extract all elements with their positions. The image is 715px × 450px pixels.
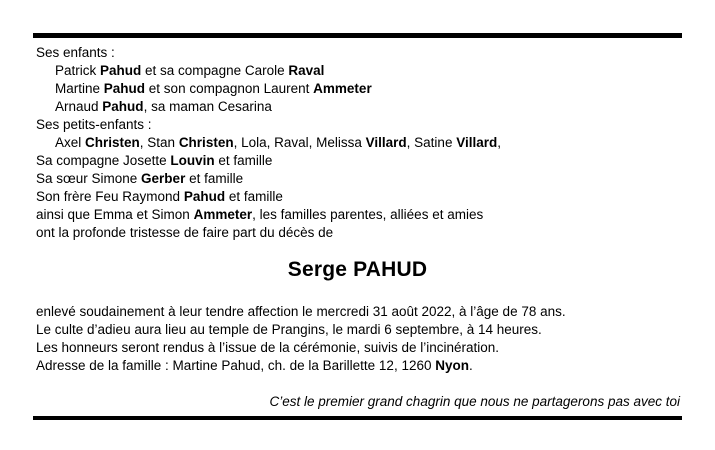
surname-bold: Pahud (102, 99, 144, 114)
text-segment: ont la profonde tristesse de faire part du décès de (36, 225, 334, 240)
text-segment: Son frère Feu Raymond (36, 189, 184, 204)
text-line (36, 224, 682, 242)
surname-bold: Pahud (103, 81, 146, 96)
text-segment: et famille (185, 171, 244, 186)
surname-bold: Louvin (170, 153, 215, 168)
text-segment: Ses petits-enfants : (36, 117, 152, 132)
surname-bold: Gerber (141, 171, 186, 186)
family-paragraph (33, 38, 682, 242)
epitaph-line: C’est le premier grand chagrin que nous ne partagerons pas avec toi (269, 394, 680, 409)
text-segment: , les familles parentes, alliées et amies (252, 207, 484, 222)
text-segment: Axel (55, 135, 86, 150)
text-segment: et famille (225, 189, 283, 204)
surname-bold: Ammeter (313, 81, 372, 96)
deceased-name: Serge PAHUD (287, 258, 428, 281)
surname-bold: Nyon (435, 358, 469, 373)
text-line (36, 116, 682, 134)
text-segment: et son compagnon Laurent (145, 81, 314, 96)
text-segment: enlevé soudainement à leur tendre affection le mercredi 31 août 2022, à l’âge de 78 ans. (36, 304, 566, 319)
text-line (36, 339, 682, 357)
text-line (36, 303, 682, 321)
text-line (36, 44, 682, 62)
text-segment: et sa compagne Carole (141, 63, 289, 78)
text-line (36, 170, 682, 188)
text-segment: , Satine (406, 135, 457, 150)
text-segment: Sa compagne Josette (36, 153, 171, 168)
text-line (36, 152, 682, 170)
surname-bold: Christen (85, 135, 140, 150)
text-segment: Les honneurs seront rendus à l’issue de la cérémonie, suivis de l’incinération. (36, 340, 500, 355)
surname-bold: Ammeter (193, 207, 253, 222)
surname-bold: Pahud (183, 189, 226, 204)
surname-bold: Villard (456, 135, 498, 150)
text-segment: , (497, 135, 501, 150)
text-segment: Le culte d’adieu aura lieu au temple de Prangins, le mardi 6 septembre, à 14 heures. (36, 322, 542, 337)
text-line (36, 134, 682, 152)
text-segment: , Stan (139, 135, 179, 150)
text-line (36, 321, 682, 339)
death-notice (33, 33, 682, 420)
text-segment: Adresse de la famille : Martine Pahud, ch. de la Barillette 12, 1260 (36, 358, 436, 373)
text-segment: et famille (214, 153, 273, 168)
text-line (36, 206, 682, 224)
text-line (36, 62, 682, 80)
text-segment: . (468, 358, 473, 373)
text-segment: Arnaud (55, 99, 103, 114)
surname-bold: Christen (178, 135, 234, 150)
surname-bold: Raval (288, 63, 325, 78)
text-segment: Sa sœur Simone (36, 171, 142, 186)
text-line (36, 98, 682, 116)
text-line (36, 80, 682, 98)
surname-bold: Pahud (100, 63, 142, 78)
bottom-rule (33, 416, 682, 420)
text-segment: , sa maman Cesarina (143, 99, 272, 114)
text-segment: Martine (55, 81, 104, 96)
text-line (36, 188, 682, 206)
text-segment: , Lola, Raval, Melissa (233, 135, 366, 150)
details-paragraph (33, 303, 682, 375)
text-segment: Ses enfants : (36, 45, 115, 60)
text-segment: Patrick (55, 63, 101, 78)
text-line (36, 357, 682, 375)
text-segment: ainsi que Emma et Simon (36, 207, 194, 222)
surname-bold: Villard (365, 135, 407, 150)
